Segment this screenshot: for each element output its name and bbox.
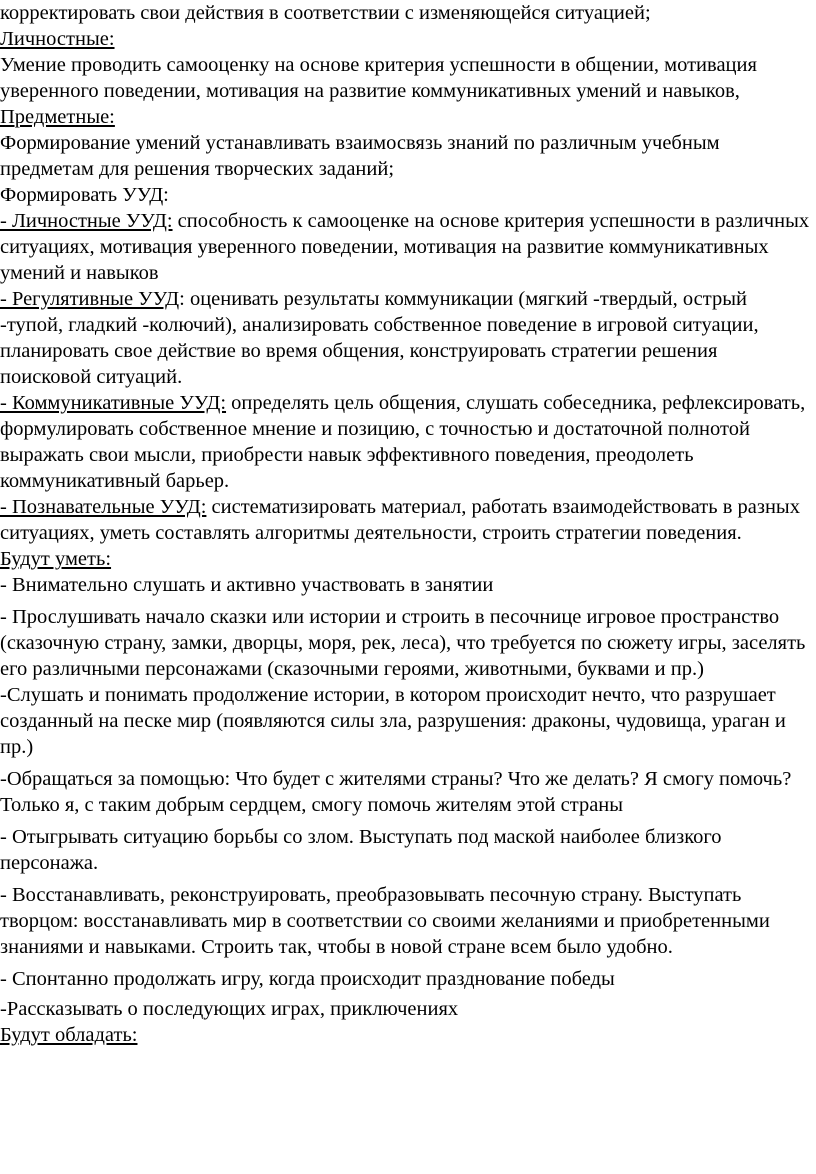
label-uud-cognitive: - Познавательные УУД: [0,496,207,518]
paragraph-personal: Умение проводить самооценку на основе критерия успешности в общении, мотивация уверенного поведении, мотивация на развитие коммуникативных умений и навыков, [0,54,757,102]
paragraph-subject: Формирование умений устанавливать взаимосвязь знаний по различным учебным предметам для решения творческих заданий; [0,132,720,180]
paragraph-uud-personal [0,208,812,286]
text-uud-regulatory: : оценивать результаты коммуникации (мягкий -твердый, острый -тупой, гладкий -колючий), анализировать собственное поведение в игровой ситуации, планировать свое действие во время общения, конструировать стратегии решения поисковой ситуаций. [0,288,759,388]
label-uud-communicative: - Коммуникативные УУД: [0,392,227,414]
paragraph-uud-regulatory [0,286,812,390]
text-uud-cognitive: систематизировать материал, работать взаимодействовать в разных ситуациях, уметь составлять алгоритмы деятельности, строить стратегии поведения. [0,496,800,544]
heading-will-be-able: Будут уметь: [0,548,112,570]
label-uud-personal: - Личностные УУД: [0,210,173,232]
text-line-intro: корректировать свои действия в соответствии с изменяющейся ситуацией; [0,2,651,24]
heading-uud: Формировать УУД: [0,184,169,206]
list-item-able-2: - Прослушивать начало сказки или истории и строить в песочнице игровое пространство (сказочную страну, замки, дворцы, моря, рек, леса), что требуется по сюжету игры, заселять его различными персонажами (сказочными героями, животными, буквами и пр.) [0,606,806,680]
list-item-able-5: - Отыгрывать ситуацию борьбы со злом. Выступать под маской наиболее близкого персонажа. [0,826,722,874]
label-uud-regulatory: - Регулятивные УУД [0,288,180,310]
list-item-able-1: - Внимательно слушать и активно участвовать в занятии [0,574,494,596]
list-item-able-8: -Рассказывать о последующих играх, приключениях [0,998,459,1020]
paragraph-uud-cognitive [0,494,812,546]
heading-will-possess: Будут обладать: [0,1024,138,1046]
paragraph-uud-communicative [0,390,812,494]
list-item-able-3: -Слушать и понимать продолжение истории, в котором происходит нечто, что разрушает созданный на песке мир (появляются силы зла, разрушения: драконы, чудовища, ураган и пр.) [0,684,786,758]
list-item-able-4: -Обращаться за помощью: Что будет с жителями страны? Что же делать? Я смогу помочь? Только я, с таким добрым сердцем, смогу помочь жителям этой страны [0,768,792,816]
list-item-able-7: - Спонтанно продолжать игру, когда происходит празднование победы [0,968,615,990]
text-uud-communicative: определять цель общения, слушать собеседника, рефлексировать, формулировать собственное мнение и позицию, с точностью и достаточной полнотой выражать свои мысли, приобрести навык эффективного поведения, преодолеть коммуникативный барьер. [0,392,806,492]
heading-subject: Предметные: [0,106,115,128]
heading-personal: Личностные: [0,28,115,50]
list-item-able-6: - Восстанавливать, реконструировать, преобразовывать песочную страну. Выступать творцом: восстанавливать мир в соответствии со своими желаниями и приобретенными знаниями и навыками. Строить так, чтобы в новой стране всем было удобно. [0,884,770,958]
text-uud-personal: способность к самооценке на основе критерия успешности в различных ситуациях, мотивация уверенного поведении, мотивация на развитие коммуникативных умений и навыков [0,210,810,284]
